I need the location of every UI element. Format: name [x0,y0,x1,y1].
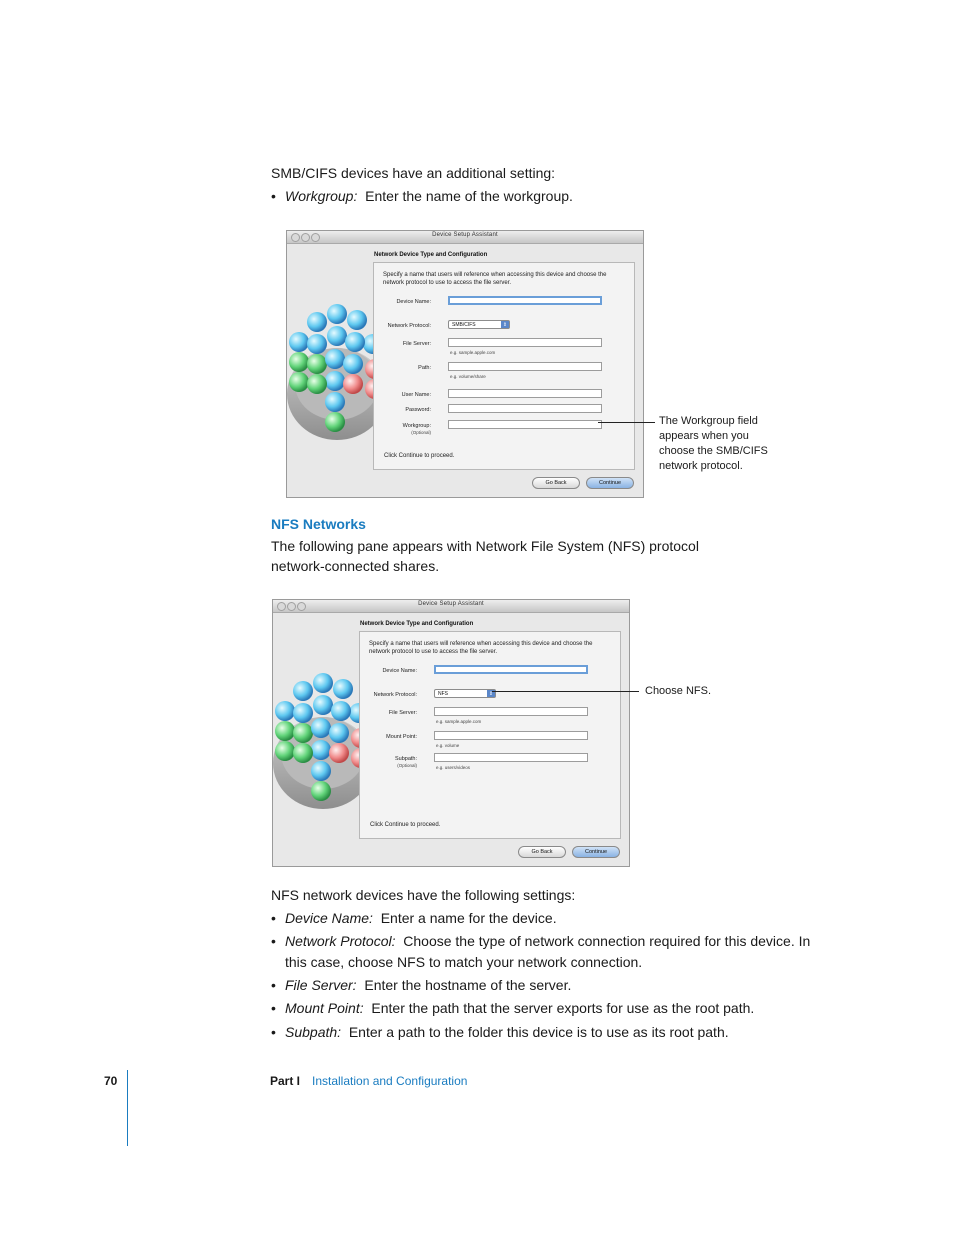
bullet-dot: • [271,1024,276,1040]
window-titlebar [273,600,629,613]
callout-line [598,422,655,423]
bullet-term: Subpath: [285,1024,342,1040]
workgroup-optional: (Optional) [411,430,431,435]
bullet-desc: Enter a name for the device. [380,910,557,926]
protocol-label: Network Protocol: [387,323,431,329]
device-name-field[interactable] [448,296,602,305]
user-name-label: User Name: [401,392,431,398]
path-hint: e.g. volume/share [450,374,486,379]
protocol-value: NFS [438,691,448,697]
password-label: Password: [405,407,431,413]
mount-point-label: Mount Point: [386,734,417,740]
bullet-term: Mount Point: [285,1000,364,1016]
footer-section-link[interactable]: Installation and Configuration [312,1074,468,1088]
protocol-value: SMB/CIFS [452,322,476,328]
file-server-hint: e.g. sample.apple.com [450,350,496,355]
panel-footnote: Click Continue to proceed. [370,822,441,828]
bullet-dot: • [271,1000,276,1016]
bullet-device-name [271,908,831,929]
subpath-hint: e.g. users/videos [436,765,471,770]
bullet-desc: Enter a path to the folder this device is to use as its root path. [348,1024,729,1040]
window-titlebar [287,231,643,244]
device-name-label: Device Name: [396,299,431,305]
device-name-label: Device Name: [382,668,417,674]
go-back-button[interactable]: Go Back [532,477,580,489]
window-title: Device Setup Assistant [418,601,484,607]
panel-intro: Specify a name that users will reference when accessing this device and choose the network protocol to use to access the file server. [369,641,593,655]
subpath-optional: (Optional) [397,763,417,768]
panel-heading: Network Device Type and Configuration [360,621,474,627]
panel-footnote: Click Continue to proceed. [384,453,455,459]
callout-line [492,691,639,692]
bullet-dot: • [271,977,276,993]
user-name-field[interactable] [448,389,602,398]
section-heading: NFS Networks [271,516,366,532]
bullet-desc: Choose the type of network connection required for this device. In this case, choose NFS to match your network connection. [285,933,811,970]
bullet-network-protocol [271,931,831,973]
file-server-label: File Server: [388,710,417,716]
bullet-term: Device Name: [285,910,373,926]
config-panel [359,631,621,839]
path-label: Path: [418,365,431,371]
mount-point-hint: e.g. volume [436,743,460,748]
page-number: 70 [104,1074,118,1088]
bullet-desc: Enter the name of the workgroup. [365,188,573,204]
nfs-settings-intro: NFS network devices have the following settings: [271,887,576,903]
bullet-dot: • [271,188,276,204]
mount-point-field[interactable] [434,731,588,740]
footer-part: Part I [270,1074,301,1088]
workgroup-label: Workgroup: [402,423,431,429]
bullet-term: Workgroup: [285,188,358,204]
device-name-field[interactable] [434,665,588,674]
bullet-subpath [271,1022,831,1043]
bullet-file-server [271,975,831,996]
password-field[interactable] [448,404,602,413]
popup-arrows-icon: ⇕ [488,691,494,697]
smb-setup-screenshot [286,230,644,498]
config-panel [373,262,635,470]
footer-divider [127,1070,128,1146]
file-server-hint: e.g. sample.apple.com [436,719,482,724]
bullet-mount-point [271,998,831,1019]
path-field[interactable] [448,362,602,371]
workgroup-field[interactable] [448,420,602,429]
nfs-setup-screenshot [272,599,630,867]
nfs-callout: Choose NFS. [645,685,712,697]
subpath-label: Subpath: [394,756,417,762]
intro-paragraph: SMB/CIFS devices have an additional setting: [271,165,556,181]
protocol-label: Network Protocol: [373,692,417,698]
go-back-button[interactable]: Go Back [518,846,566,858]
bullet-dot: • [271,910,276,926]
panel-heading: Network Device Type and Configuration [374,252,488,258]
bullet-workgroup [271,186,831,207]
section-intro: The following pane appears with Network File System (NFS) protocol network-connected shares. [271,538,699,574]
protocol-popup[interactable] [434,689,496,698]
continue-button[interactable]: Continue [586,477,634,489]
bullet-dot: • [271,933,276,949]
popup-arrows-icon: ⇕ [502,322,508,328]
file-server-field[interactable] [434,707,588,716]
protocol-popup[interactable] [448,320,510,329]
subpath-field[interactable] [434,753,588,762]
file-server-label: File Server: [402,341,431,347]
bullet-desc: Enter the hostname of the server. [364,977,572,993]
panel-intro: Specify a name that users will reference when accessing this device and choose the network protocol to use to access the file server. [383,272,607,286]
bullet-term: Network Protocol: [285,933,396,949]
workgroup-callout: The Workgroup field appears when you choose the SMB/CIFS network protocol. [659,415,768,472]
bullet-term: File Server: [285,977,357,993]
window-title: Device Setup Assistant [432,232,498,238]
file-server-field[interactable] [448,338,602,347]
bullet-desc: Enter the path that the server exports for use as the root path. [371,1000,755,1016]
continue-button[interactable]: Continue [572,846,620,858]
